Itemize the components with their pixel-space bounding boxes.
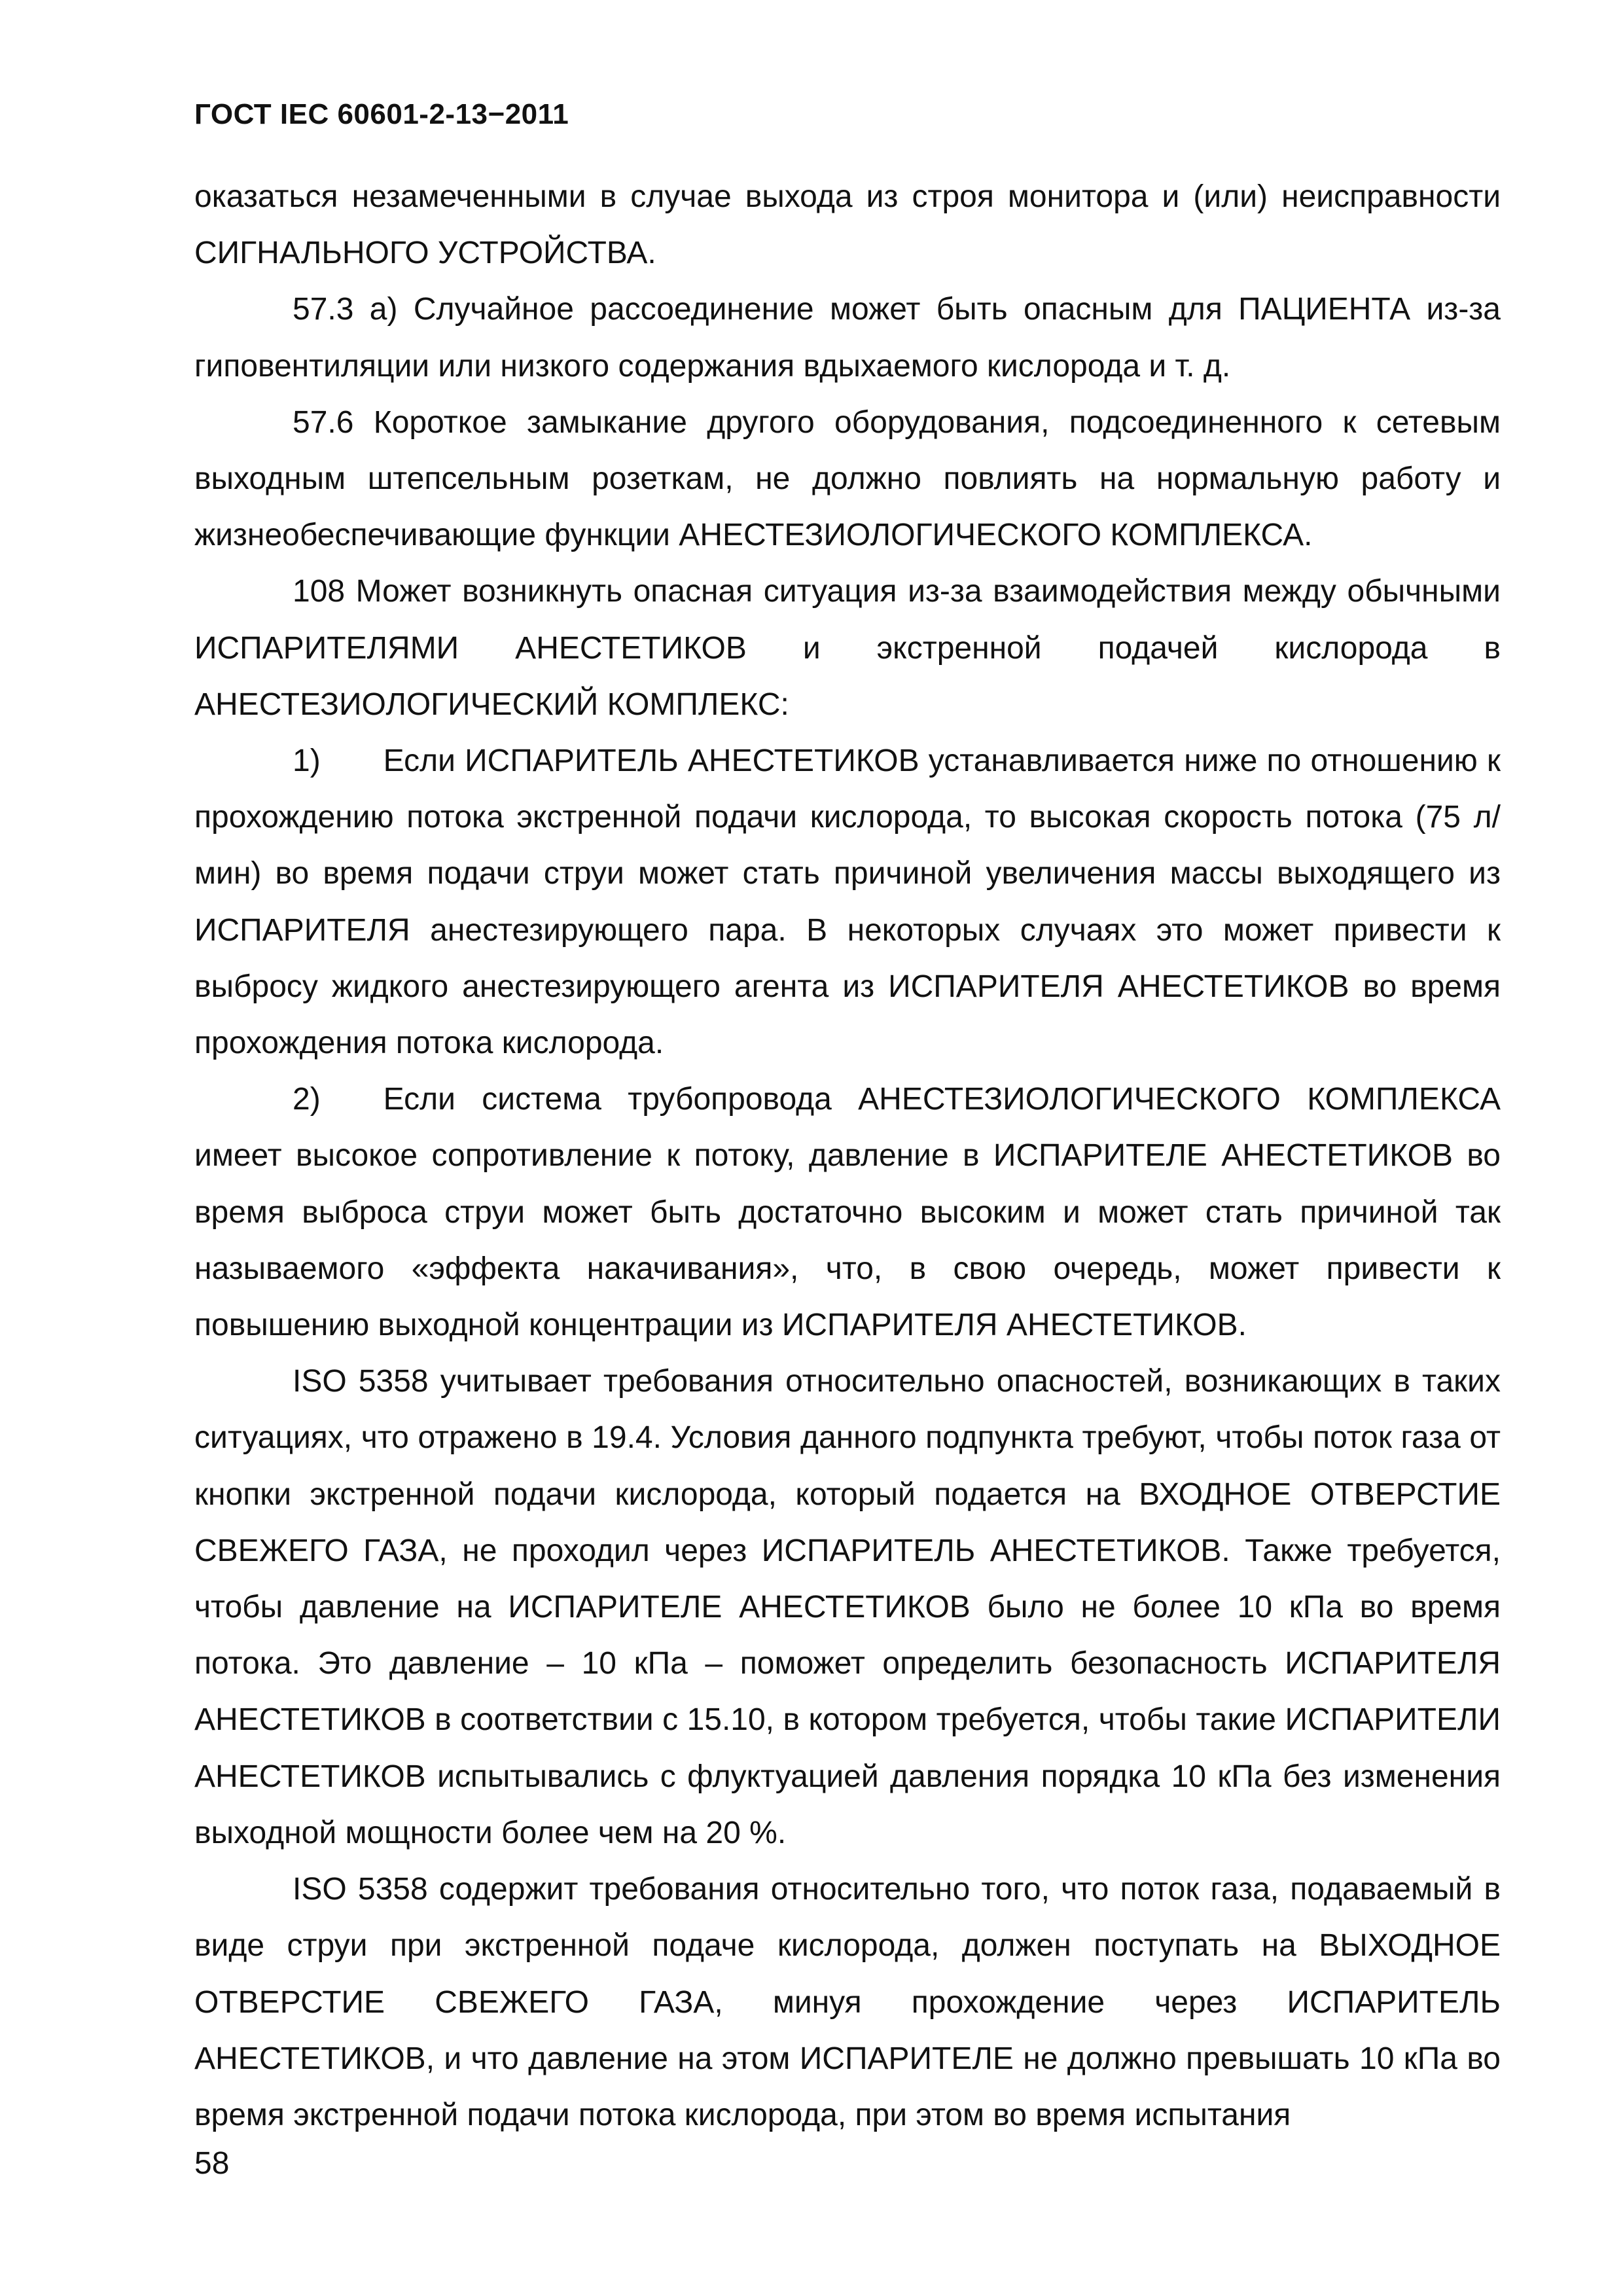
document-body bbox=[194, 169, 1501, 2144]
paragraph-item-1: 1) Если ИСПАРИТЕЛЬ АНЕСТЕТИКОВ устанавливается ниже по отношению к прохождению потока экстренной подачи кислорода, то высокая скорость потока (75 л/мин) во время подачи струи может стать причиной увеличения массы выходящего из ИСПАРИТЕЛЯ анестезирующего пара. В некоторых случаях это может привести к выбросу жидкого анестезирующего агента из ИСПАРИТЕЛЯ АНЕСТЕТИКОВ во время прохождения потока кислорода. bbox=[194, 744, 1501, 1061]
paragraph-57-6: 57.6 Короткое замыкание другого оборудования, подсоединенного к сетевым выходным штепсельным розеткам, не должно повлиять на нормальную работу и жизнеобеспечивающие функции АНЕСТЕЗИОЛОГИЧЕСКОГО КОМПЛЕКСА. bbox=[194, 404, 1501, 553]
page-number: 58 bbox=[194, 2146, 230, 2181]
paragraph-continuation: оказаться незамеченными в случае выхода из строя монитора и (или) неисправности СИГНАЛЬНОГО УСТРОЙСТВА. bbox=[194, 179, 1501, 271]
paragraph-item-2: 2) Если система трубопровода АНЕСТЕЗИОЛОГИЧЕСКОГО КОМПЛЕКСА имеет высокое сопротивление к потоку, давление в ИСПАРИТЕЛЕ АНЕСТЕТИКОВ во время выброса струи может быть достаточно высоким и может стать причиной так называемого «эффекта накачивания», что, в свою очередь, может привести к повышению выходной концентрации из ИСПАРИТЕЛЯ АНЕСТЕТИКОВ. bbox=[194, 1082, 1501, 1343]
paragraph-108: 108 Может возникнуть опасная ситуация из-за взаимодействия между обычными ИСПАРИТЕЛЯМИ АНЕСТЕТИКОВ и экстренной подачей кислорода в АНЕСТЕЗИОЛОГИЧЕСКИЙ КОМПЛЕКС: bbox=[194, 574, 1501, 722]
paragraph-iso-5358-b: ISO 5358 содержит требования относительно того, что поток газа, подаваемый в виде струи при экстренной подаче кислорода, должен поступать на ВЫХОДНОЕ ОТВЕРСТИЕ СВЕЖЕГО ГАЗА, минуя прохождение через ИСПАРИТЕЛЬ АНЕСТЕТИКОВ, и что давление на этом ИСПАРИТЕЛЕ не должно превышать 10 кПа во время экстренной подачи потока кислорода, при этом во время испытания bbox=[194, 1872, 1501, 2132]
paragraph-iso-5358-a: ISO 5358 учитывает требования относительно опасностей, возникающих в таких ситуациях, что отражено в 19.4. Условия данного подпункта требуют, чтобы поток газа от кнопки экстренной подачи кислорода, который подается на ВХОДНОЕ ОТВЕРСТИЕ СВЕЖЕГО ГАЗА, не проходил через ИСПАРИТЕЛЬ АНЕСТЕТИКОВ. Также требуется, чтобы давление на ИСПАРИТЕЛЕ АНЕСТЕТИКОВ было не более 10 кПа во время потока. Это давление – 10 кПа – поможет определить безопасность ИСПАРИТЕЛЯ АНЕСТЕТИКОВ в соответствии с 15.10, в котором требуется, чтобы такие ИСПАРИТЕЛИ АНЕСТЕТИКОВ испытывались с флуктуацией давления порядка 10 кПа без изменения выходной мощности более чем на 20 %. bbox=[194, 1364, 1501, 1850]
paragraph-57-3: 57.3 а) Случайное рассоединение может быть опасным для ПАЦИЕНТА из-за гиповентиляции или низкого содержания вдыхаемого кислорода и т. д. bbox=[194, 292, 1501, 384]
document-header: ГОСТ IEC 60601-2-13−2011 bbox=[194, 98, 569, 130]
